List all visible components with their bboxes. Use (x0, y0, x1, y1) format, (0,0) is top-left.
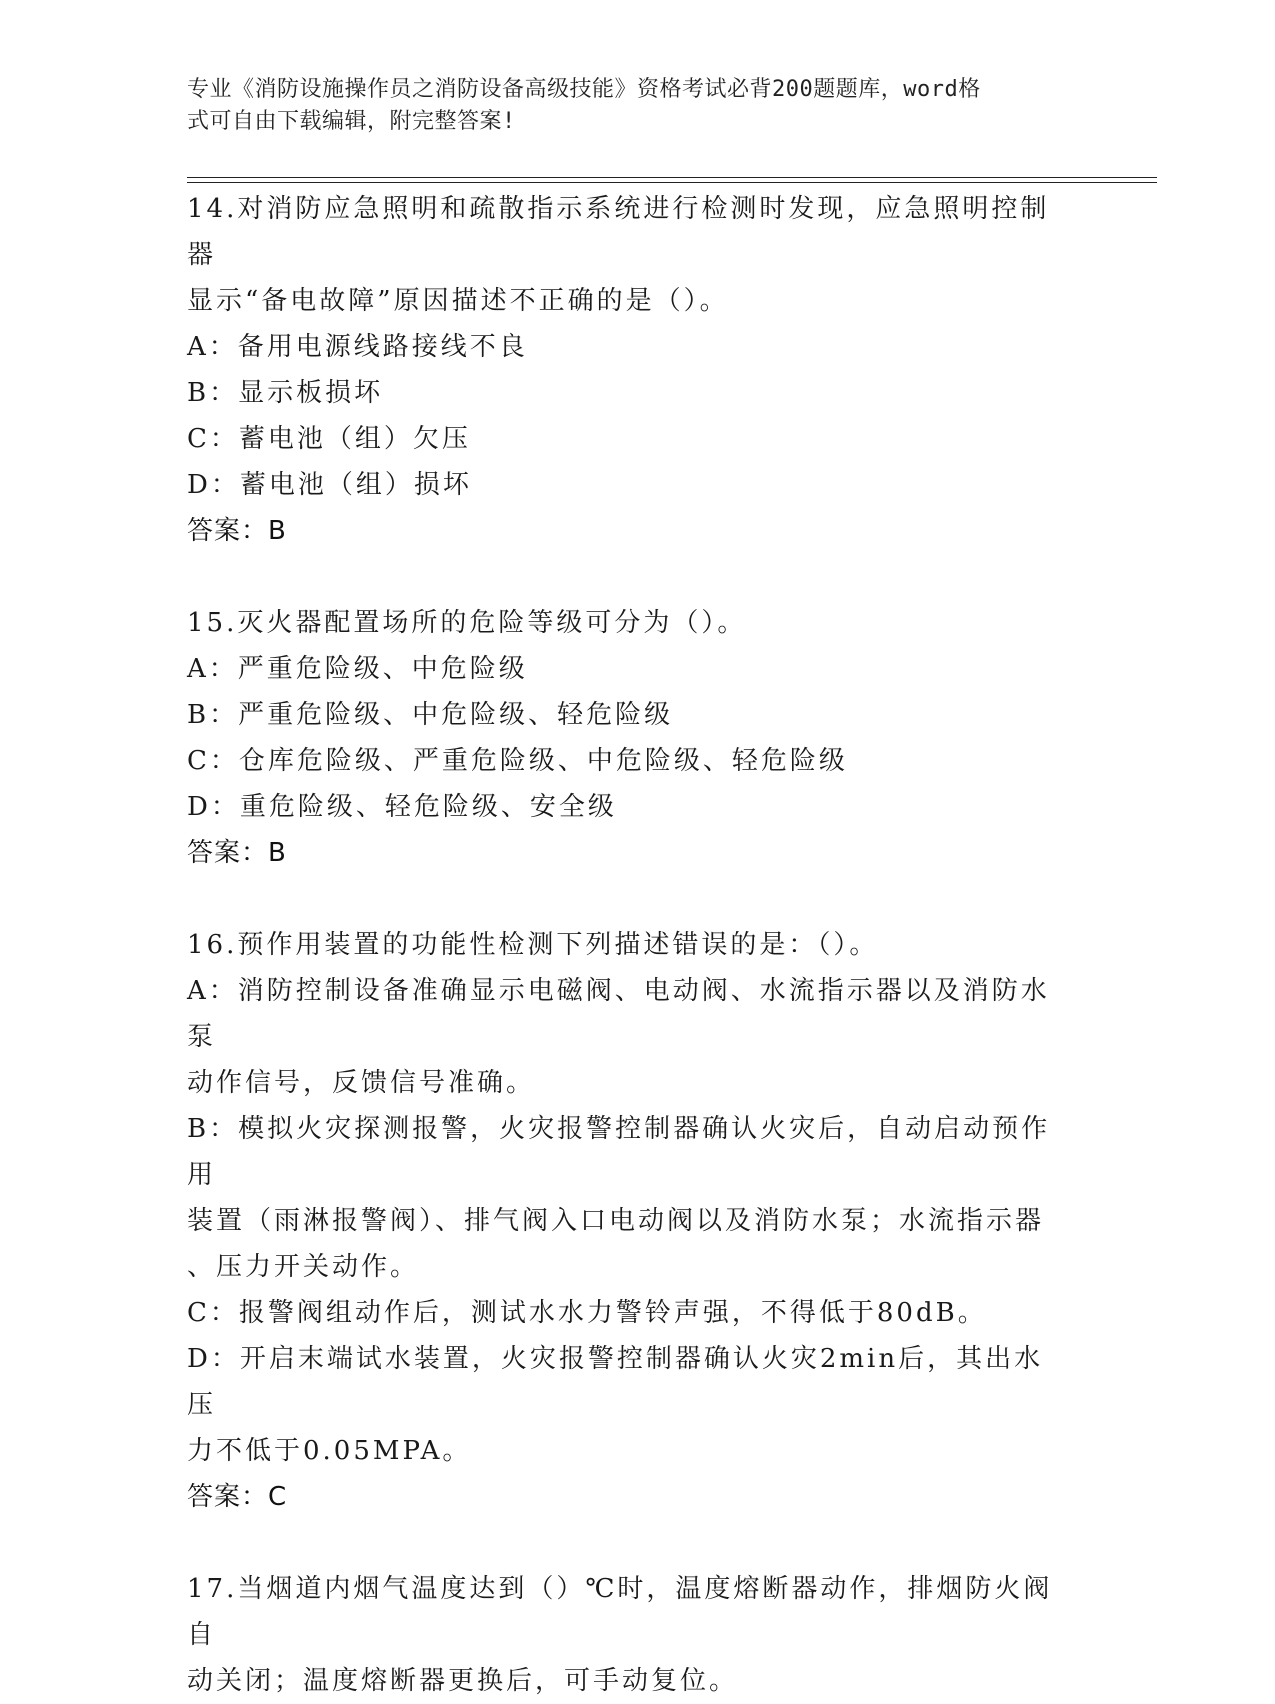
question-stem-line: 16.预作用装置的功能性检测下列描述错误的是：（）。 (187, 930, 879, 960)
option-b: B：严重危险级、中危险级、轻危险级 (187, 700, 674, 730)
header-divider-top (187, 177, 1157, 178)
option-c: C：报警阀组动作后，测试水水力警铃声强，不得低于80dB。 (187, 1298, 987, 1328)
question-17 (187, 1566, 1067, 1704)
option-d-line-2: 力不低于0.05MPA。 (187, 1436, 472, 1466)
option-c: C：蓄电池（组）欠压 (187, 424, 471, 454)
option-a-line-2: 动作信号，反馈信号准确。 (187, 1068, 536, 1098)
question-spacer (187, 554, 1067, 600)
option-a: A：严重危险级、中危险级 (187, 654, 528, 684)
answer-line: 答案：B (187, 838, 287, 868)
question-stem-line: 动关闭；温度熔断器更换后，可手动复位。 (187, 1666, 739, 1696)
question-stem-line: 15.灭火器配置场所的危险等级可分为（）。 (187, 608, 747, 638)
question-list (187, 186, 1067, 1704)
header-line-2: 式可自由下载编辑，附完整答案! (187, 109, 516, 134)
question-spacer (187, 876, 1067, 922)
document-header (187, 74, 1067, 138)
header-divider-bottom (187, 182, 1157, 183)
question-15 (187, 600, 1067, 876)
question-stem-line: 14.对消防应急照明和疏散指示系统进行检测时发现，应急照明控制器 (187, 194, 1050, 270)
answer-line: 答案：B (187, 516, 287, 546)
option-d: D：蓄电池（组）损坏 (187, 470, 472, 500)
question-spacer (187, 1520, 1067, 1566)
option-b-line-3: 、压力开关动作。 (187, 1252, 420, 1282)
option-b: B：显示板损坏 (187, 378, 384, 408)
option-d: D：重危险级、轻危险级、安全级 (187, 792, 617, 822)
question-14 (187, 186, 1067, 554)
option-d-line-1: D：开启末端试水装置，火灾报警控制器确认火灾2min后，其出水压 (187, 1344, 1044, 1420)
option-a-line-1: A：消防控制设备准确显示电磁阀、电动阀、水流指示器以及消防水泵 (187, 976, 1050, 1052)
option-a: A：备用电源线路接线不良 (187, 332, 528, 362)
question-stem-line: 显示“备电故障”原因描述不正确的是（）。 (187, 286, 729, 316)
question-16 (187, 922, 1067, 1520)
question-stem-line: 17.当烟道内烟气温度达到（）℃时，温度熔断器动作，排烟防火阀自 (187, 1574, 1053, 1650)
answer-line: 答案：C (187, 1482, 288, 1512)
option-b-line-1: B：模拟火灾探测报警，火灾报警控制器确认火灾后，自动启动预作用 (187, 1114, 1051, 1190)
option-c: C：仓库危险级、严重危险级、中危险级、轻危险级 (187, 746, 848, 776)
option-b-line-2: 装置（雨淋报警阀）、排气阀入口电动阀以及消防水泵；水流指示器 (187, 1206, 1045, 1236)
header-line-1: 专业《消防设施操作员之消防设备高级技能》资格考试必背200题题库，word格 (187, 77, 981, 102)
